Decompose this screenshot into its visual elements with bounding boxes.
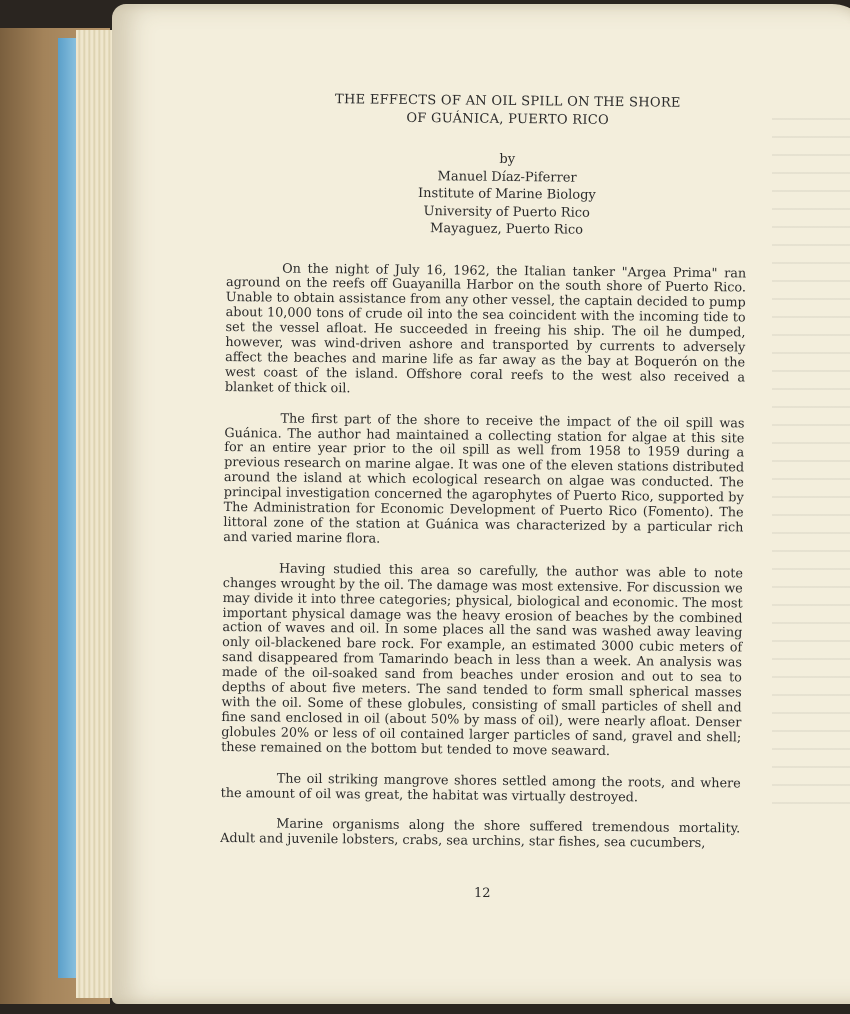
page-content: [220, 90, 748, 869]
by-label: by: [499, 151, 516, 168]
document-title: [268, 90, 748, 131]
paragraph: On the night of July 16, 1962, the Italian tanker "Argea Prima" ran aground on the reefs off Guayanilla Harbor on the south shore of Puerto Rico. Unable to obtain assistance from any other vessel, the captain decided to pump about 10,000 tons of crude oil into the sea coincident with the incoming tide to set the vessel afloat. He succeeded in freeing his ship. The oil he dumped, however, was wind-driven ashore and transported by currents to adversely affect the beaches and marine life as far away as the bay at Boquerón on the west coast of the island. Offshore coral reefs to the west also received a blanket of thick oil.: [224, 261, 747, 397]
affiliation-institute: Institute of Marine Biology: [417, 185, 596, 203]
paragraph: The first part of the shore to receive the impact of the oil spill was Guánica. The author had maintained a collecting station for algae at this site for an entire year prior to the oil spill as well from 1958 to 1959 during a previous research on marine algae. It was one of the eleven stations distributed around the island at which ecological research on algae was conducted. The principal investigation concerned the agarophytes of Puerto Rico, supported by The Administration for Economic Development of Puerto Rico (Fomento). The littoral zone of the station at Guánica was characterized by a particular rich and varied marine flora.: [223, 411, 745, 547]
bleed-through-text: [772, 104, 850, 804]
page-number: 12: [474, 886, 491, 901]
byline: [266, 148, 747, 241]
author-name: Manuel Díaz-Piferrer: [437, 168, 577, 186]
paragraph: The oil striking mangrove shores settled among the roots, and where the amount of oil was great, the habitat was virtually destroyed.: [220, 771, 741, 805]
paragraph: Having studied this area so carefully, the author was able to note changes wrought by the oil. The damage was most extensive. For discussion we may divide it into three categories; physical, biological and economic. The most important physical damage was the heavy erosion of beaches by the combined action of waves and oil. In some places all the sand was washed away leaving only oil-blackened bare rock. For example, an estimated 3000 cubic meters of sand disappeared from Tamarindo beach in less than a week. An analysis was made of the oil-soaked sand from beaches under erosion and out to sea to depths of about five meters. The sand tended to form small spherical masses with the oil. Some of these globules, consisting of small particles of shell and fine sand enclosed in oil (about 50% by mass of oil), were nearly afloat. Denser globules 20% or less of oil contained larger particles of sand, gravel and shell; these remained on the bottom but tended to move seaward.: [221, 561, 744, 759]
title-line-2: OF GUÁNICA, PUERTO RICO: [406, 110, 610, 128]
title-line-1: THE EFFECTS OF AN OIL SPILL ON THE SHORE: [334, 92, 681, 111]
affiliation-university: University of Puerto Rico: [423, 203, 590, 221]
affiliation-city: Mayaguez, Puerto Rico: [430, 221, 584, 238]
paragraph: Marine organisms along the shore suffered tremendous mortality. Adult and juvenile lobsters, crabs, sea urchins, star fishes, sea cucumbers,: [220, 816, 741, 852]
blue-page-tab: [58, 38, 78, 978]
